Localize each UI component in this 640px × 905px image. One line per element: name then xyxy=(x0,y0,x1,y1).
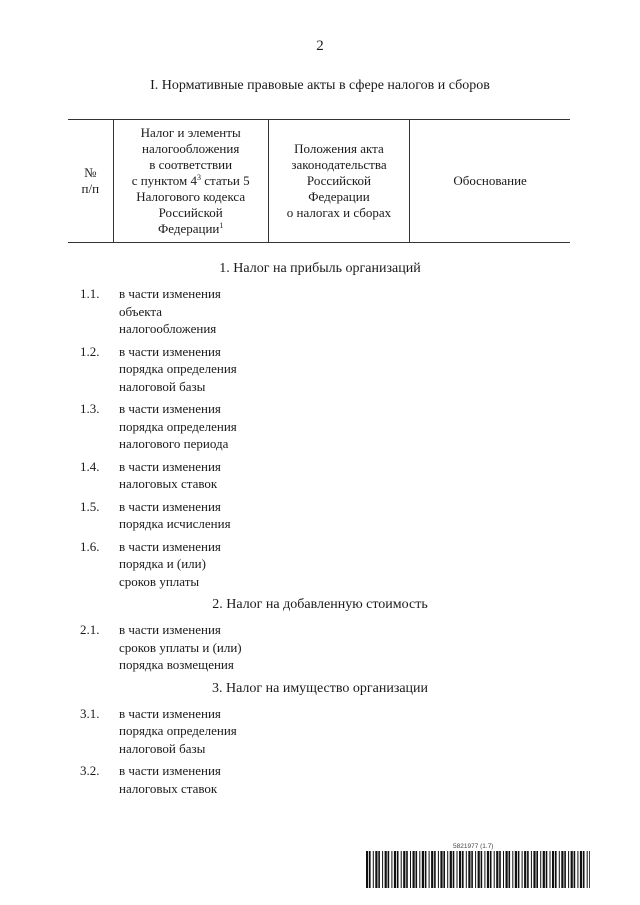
header-provisions-line: законодательства xyxy=(291,157,387,172)
barcode-bar xyxy=(487,851,489,888)
barcode-bar xyxy=(410,851,411,888)
barcode-bar xyxy=(546,851,548,888)
barcode-bar xyxy=(518,851,520,888)
barcode-bar xyxy=(403,851,405,888)
header-cell-provisions xyxy=(268,120,409,243)
barcode-bar xyxy=(366,851,368,888)
item-text-line: в части изменения xyxy=(119,705,221,721)
item-text-line: порядка исчисления xyxy=(119,516,231,531)
header-cell-tax-elements xyxy=(113,120,268,243)
barcode-bar xyxy=(394,851,396,888)
header-row xyxy=(68,120,570,243)
item-number: 2.1. xyxy=(80,622,100,637)
header-number-line: № xyxy=(84,165,97,180)
barcode-bar xyxy=(468,851,470,888)
item-text-line: в части изменения xyxy=(119,286,221,301)
header-provisions-line: Федерации xyxy=(308,189,370,204)
header-provisions-line: о налогах и сборах xyxy=(286,205,392,220)
barcode-bar xyxy=(561,851,563,888)
item-number: 3.2. xyxy=(80,763,100,778)
barcode-bar xyxy=(440,851,442,888)
barcode-bar xyxy=(450,851,452,888)
item-text xyxy=(119,400,640,453)
barcode-bar xyxy=(564,851,566,888)
barcode-bar xyxy=(382,851,383,888)
barcode-bar xyxy=(496,851,498,888)
barcode-bar xyxy=(490,851,492,888)
item-text xyxy=(119,538,640,591)
header-tax-line: налогообложения xyxy=(142,141,240,156)
item-text-line: в части изменения xyxy=(119,401,221,416)
item-text-line: в части изменения xyxy=(119,538,221,554)
section-heading: 2. Налог на добавленную стоимость xyxy=(212,597,428,612)
item-number: 1.2. xyxy=(80,343,100,359)
list-item xyxy=(0,285,640,338)
barcode-bar xyxy=(587,851,588,888)
header-number-line: п/п xyxy=(81,181,100,196)
list-item xyxy=(0,705,640,758)
list-item xyxy=(0,621,640,674)
header-tax-line-footnote xyxy=(114,221,268,237)
item-text xyxy=(119,705,640,758)
barcode-bar xyxy=(509,851,511,888)
barcode-bar xyxy=(375,851,377,888)
barcode-bar xyxy=(512,851,513,888)
barcode-image xyxy=(366,851,590,888)
barcode-bar xyxy=(503,851,504,888)
barcode-bar xyxy=(453,851,455,888)
item-number: 1.5. xyxy=(80,498,100,514)
barcode-bar xyxy=(494,851,495,888)
barcode-bar xyxy=(577,851,578,888)
item-text-line: в части изменения xyxy=(119,763,221,778)
barcode-bar xyxy=(515,851,517,888)
barcode-bar xyxy=(574,851,576,888)
barcode-bar xyxy=(527,851,529,888)
header-tax-text: с пунктом 4 xyxy=(131,173,198,188)
barcode-bar xyxy=(385,851,387,888)
superscript: 3 xyxy=(197,173,202,182)
barcode-bar xyxy=(425,851,427,888)
section-heading: 1. Налог на прибыль организаций xyxy=(219,261,421,276)
barcode-bar xyxy=(589,851,590,888)
list-item xyxy=(0,762,640,797)
item-text xyxy=(119,285,640,338)
item-number: 1.3. xyxy=(80,401,100,416)
section-heading: 3. Налог на имущество организации xyxy=(211,680,429,696)
item-text-line: в части изменения xyxy=(119,343,221,359)
barcode-bar xyxy=(401,851,402,888)
header-provisions-line: Положения акта xyxy=(294,141,384,156)
header-tax-line: в соответствии xyxy=(149,157,233,172)
barcode-bar xyxy=(559,851,560,888)
item-text-line: налогообложения xyxy=(119,321,217,336)
barcode-bar xyxy=(413,851,415,888)
barcode-bar xyxy=(406,851,408,888)
barcode-bar xyxy=(583,851,585,888)
header-tax-line: Налог и элементы xyxy=(140,125,241,140)
barcode-bar xyxy=(466,851,467,888)
list-item xyxy=(0,343,640,396)
barcode-bar xyxy=(540,851,541,888)
barcode-label: 5821977 (1.7) xyxy=(453,843,494,850)
barcode-bar xyxy=(531,851,532,888)
item-number: 1.1. xyxy=(80,286,100,301)
document-body xyxy=(0,259,640,802)
item-number: 3.1. xyxy=(80,705,100,721)
item-text-line: налоговых ставок xyxy=(119,476,218,491)
barcode-bar xyxy=(568,851,569,888)
header-tax-line: Налогового кодекса xyxy=(136,189,246,204)
barcode-bar xyxy=(457,851,458,888)
barcode-bar xyxy=(484,851,485,888)
header-cell-justification: Обоснование xyxy=(410,120,570,243)
barcode-bar xyxy=(533,851,535,888)
barcode-bar xyxy=(431,851,433,888)
barcode-bar xyxy=(438,851,439,888)
barcode-bar xyxy=(462,851,464,888)
item-text-line: налоговой базы xyxy=(119,378,206,394)
header-provisions-line: Российской xyxy=(306,173,371,188)
list-item xyxy=(0,400,640,453)
item-text-line: в части изменения xyxy=(119,498,221,514)
barcode-bar xyxy=(471,851,473,888)
barcode-bar xyxy=(378,851,380,888)
item-text-line: порядка определения xyxy=(119,418,237,434)
barcode-bar xyxy=(419,851,420,888)
item-text xyxy=(119,762,640,797)
list-item xyxy=(0,458,640,493)
barcode-bar xyxy=(580,851,582,888)
item-text xyxy=(119,498,640,533)
item-text xyxy=(119,621,640,674)
header-tax-line: Российской xyxy=(158,205,223,220)
barcode-bar xyxy=(416,851,418,888)
header-tax-text: статьи 5 xyxy=(201,173,250,188)
barcode-bar xyxy=(373,851,374,888)
barcode-bar xyxy=(369,851,371,888)
item-text-line: порядка возмещения xyxy=(119,657,234,672)
barcode-bar xyxy=(536,851,538,888)
header-tax-line-with-sup xyxy=(114,173,268,189)
document-title: I. Нормативные правовые акты в сфере налогов и сборов xyxy=(150,78,490,93)
barcode-bar xyxy=(422,851,424,888)
item-text-line: сроков уплаты xyxy=(119,573,200,589)
barcode-bar xyxy=(459,851,461,888)
item-text-line: порядка и (или) xyxy=(119,556,206,571)
list-item xyxy=(0,498,640,533)
item-text-line: объекта xyxy=(119,303,163,319)
barcode-bar xyxy=(506,851,508,888)
barcode-bar xyxy=(543,851,545,888)
barcode-bar xyxy=(550,851,551,888)
header-table xyxy=(68,119,570,243)
barcode-bar xyxy=(447,851,448,888)
item-text-line: налоговых ставок xyxy=(119,780,218,796)
item-text-line: налогового периода xyxy=(119,436,229,451)
barcode-bar xyxy=(391,851,392,888)
barcode-bar xyxy=(478,851,480,888)
barcode-bar xyxy=(388,851,390,888)
item-text xyxy=(119,343,640,396)
item-text-line: налоговой базы xyxy=(119,740,206,756)
barcode-bar xyxy=(522,851,523,888)
list-item xyxy=(0,538,640,591)
footnote-marker: 1 xyxy=(219,221,224,230)
header-tax-text: Федерации xyxy=(157,221,220,236)
barcode-bar xyxy=(429,851,430,888)
item-text-line: в части изменения xyxy=(119,458,221,474)
barcode-bar xyxy=(571,851,573,888)
barcode-bar xyxy=(434,851,436,888)
barcode-bar xyxy=(397,851,399,888)
barcode-bar xyxy=(555,851,557,888)
item-number: 1.4. xyxy=(80,458,100,474)
barcode-bar xyxy=(475,851,476,888)
barcode-bar xyxy=(499,851,501,888)
barcode-bar xyxy=(524,851,526,888)
barcode-bar xyxy=(552,851,554,888)
barcode-bar xyxy=(443,851,445,888)
item-text-line: в части изменения xyxy=(119,622,221,637)
barcode-bar xyxy=(481,851,483,888)
item-number: 1.6. xyxy=(80,538,100,554)
header-cell-number xyxy=(68,120,113,243)
item-text-line: порядка определения xyxy=(119,723,237,738)
item-text-line: порядка определения xyxy=(119,361,237,376)
item-text-line: сроков уплаты и (или) xyxy=(119,639,242,655)
page-number: 2 xyxy=(316,38,324,54)
item-text xyxy=(119,458,640,493)
